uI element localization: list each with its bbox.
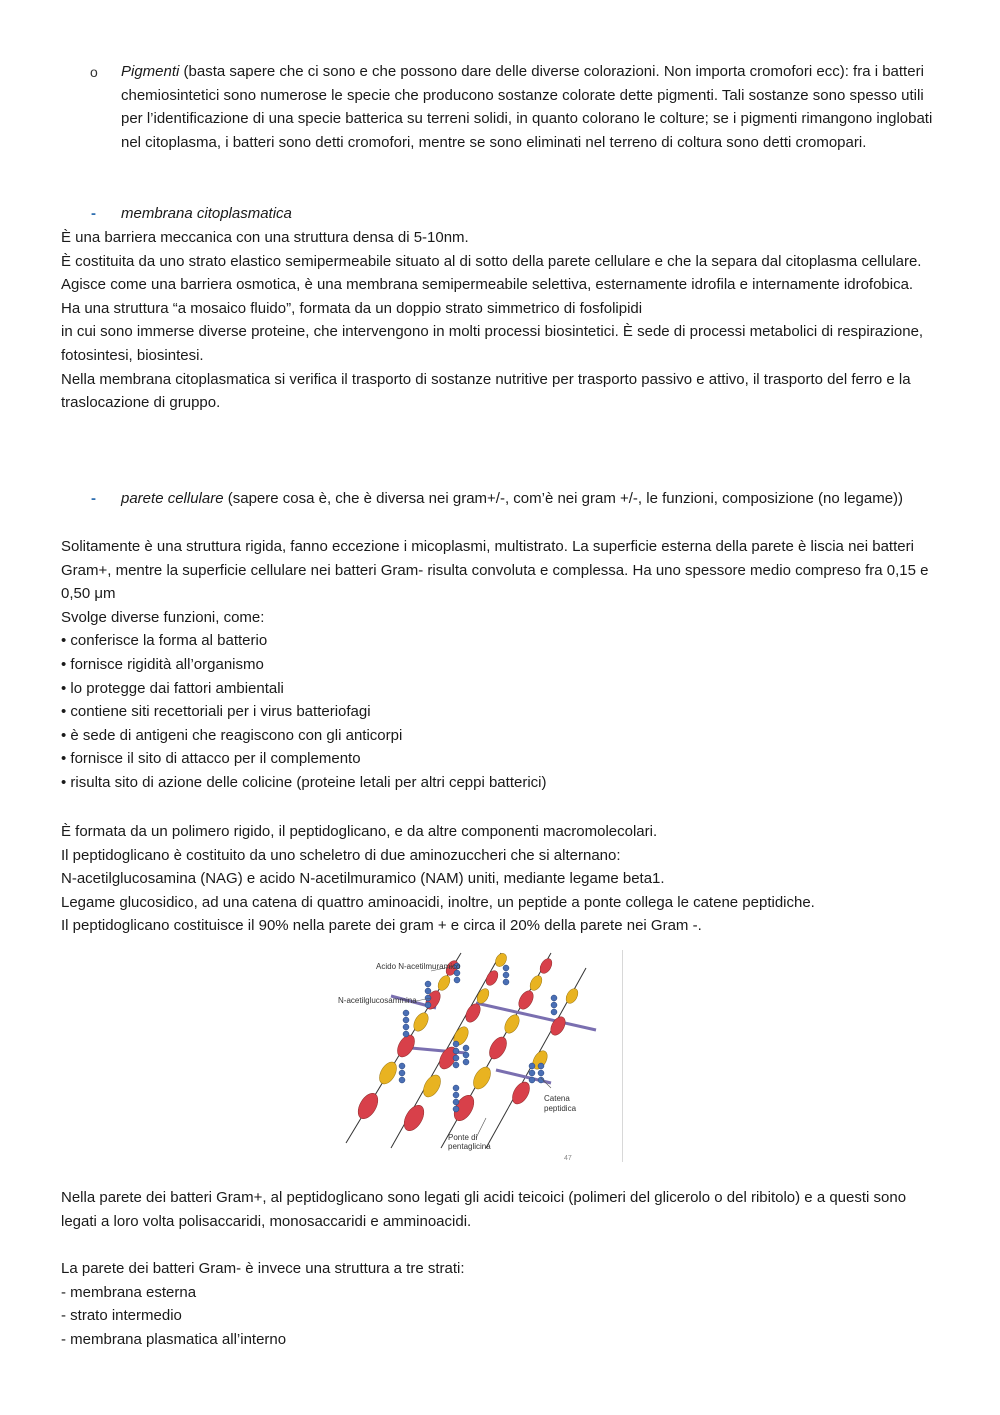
function-item: • fornisce il sito di attacco per il complemento	[61, 750, 361, 768]
function-item: • contiene siti recettoriali per i virus batteriofagi	[61, 703, 371, 721]
label-ponte-1: Ponte di	[448, 1133, 478, 1142]
peptidoglycan-figure	[336, 948, 626, 1164]
figure-page-number: 47	[564, 1155, 572, 1162]
gram-negative-intro: La parete dei batteri Gram- è invece una struttura a tre strati:	[61, 1260, 465, 1277]
parete-body	[61, 535, 941, 795]
membrana-title: membrana citoplasmatica	[121, 205, 292, 222]
label-ponte-2: pentaglicina	[448, 1142, 491, 1151]
layer-item: - membrana plasmatica all’interno	[61, 1330, 287, 1348]
function-item: • fornisce rigidità all’organismo	[61, 655, 264, 673]
pigmenti-title: Pigmenti	[121, 63, 180, 80]
parete-intro: Solitamente è una struttura rigida, fanno eccezione i micoplasmi, multistrato. La superficie esterna della parete è liscia nei batteri Gram+, mentre la superficie cellulare nei batteri Gram- risulta convoluta e complessa. Ha uno spessore medio compreso fra 0,15 e 0,50 μm	[61, 538, 929, 603]
functions-intro: Svolge diverse funzioni, come:	[61, 608, 265, 626]
membrana-line: È costituita da uno strato elastico semipermeabile situato al di sotto della parete cellulare e che la separa dal citoplasma cellulare.	[61, 252, 922, 270]
list-bullet-dash: -	[91, 490, 96, 507]
membrana-line: Agisce come una barriera osmotica, è una membrana semipermeabile selettiva, esternamente idrofila e internamente idrofobica.	[61, 276, 914, 294]
peptidoglycan-diagram	[336, 948, 626, 1164]
composition-line: È formata da un polimero rigido, il peptidoglicano, e da altre componenti macromolecolari.	[61, 823, 658, 840]
composition-line: Il peptidoglicano è costituito da uno scheletro di due aminozuccheri che si alternano:	[61, 846, 621, 864]
function-item: • risulta sito di azione delle colicine (proteine letali per altri ceppi batterici)	[61, 773, 547, 791]
membrana-heading	[121, 202, 941, 226]
parete-heading	[121, 487, 941, 511]
membrana-line: Ha una struttura “a mosaico fluido”, formata da un doppio strato simmetrico di fosfolipidi	[61, 299, 643, 317]
label-catena-2: peptidica	[544, 1104, 577, 1113]
composition-line: N-acetilglucosamina (NAG) e acido N-acetilmuramico (NAM) uniti, mediante legame beta1.	[61, 870, 665, 888]
label-nag: N-acetilglucosammina	[338, 996, 417, 1005]
function-item: • è sede di antigeni che reagiscono con gli anticorpi	[61, 726, 403, 744]
composition-line: Legame glucosidico, ad una catena di quattro aminoacidi, inoltre, un peptide a ponte collega le catene peptidiche.	[61, 893, 815, 911]
function-item: • conferisce la forma al batterio	[61, 632, 268, 650]
label-nam: Acido N-acetilmuramico	[376, 962, 461, 971]
composition-line: Il peptidoglicano costituisce il 90% nella parete dei gram + e circa il 20% della parete nei Gram -.	[61, 917, 702, 935]
pigmenti-text: (basta sapere che ci sono e che possono dare delle diverse colorazioni. Non importa cromofori ecc): fra i batteri chemiosintetici sono numerose le specie che producono sostanze colorate dette pigmenti. Tali sostanze sono spesso utili per l’identificazione di una specie batterica su terreni solidi, in quanto colorano le colture; se i pigmenti rimangono inglobati nel citoplasma, i batteri sono detti cromofori, mentre se sono eliminati nel terreno di coltura sono detti cromopari.	[121, 63, 933, 151]
pentaglycine-bridges	[391, 996, 596, 1083]
label-catena-1: Catena	[544, 1094, 570, 1103]
gram-positive-paragraph: Nella parete dei batteri Gram+, al peptidoglicano sono legati gli acidi teicoici (polimeri del glicerolo o del ribitolo) e a questi sono legati a loro volta polisaccaridi, monosaccaridi e amminoacidi.	[61, 1189, 907, 1230]
pigmenti-paragraph	[121, 60, 941, 154]
parete-note: (sapere cosa è, che è diversa nei gram+/-, com’è nei gram +/-, le funzioni, composizione (no legame))	[223, 490, 904, 507]
list-bullet-dash: -	[91, 205, 96, 222]
composition-body	[61, 820, 941, 938]
membrana-body	[61, 226, 941, 415]
membrana-line: in cui sono immerse diverse proteine, che intervengono in molti processi biosintetici. È sede di processi metabolici di respirazione, fotosintesi, biosintesi.	[61, 323, 924, 364]
layer-item: - strato intermedio	[61, 1307, 182, 1325]
layer-item: - membrana esterna	[61, 1283, 197, 1301]
list-bullet-circle: o	[90, 64, 98, 80]
function-item: • lo protegge dai fattori ambientali	[61, 679, 284, 697]
membrana-line: Nella membrana citoplasmatica si verifica il trasporto di sostanze nutritive per trasporto passivo e attivo, il trasporto del ferro e la traslocazione di gruppo.	[61, 370, 911, 412]
membrana-line: È una barriera meccanica con una struttura densa di 5-10nm.	[61, 229, 469, 246]
figure-edge	[622, 950, 623, 1162]
parete-title: parete cellulare	[121, 490, 224, 507]
gram-negative-block	[61, 1257, 941, 1351]
